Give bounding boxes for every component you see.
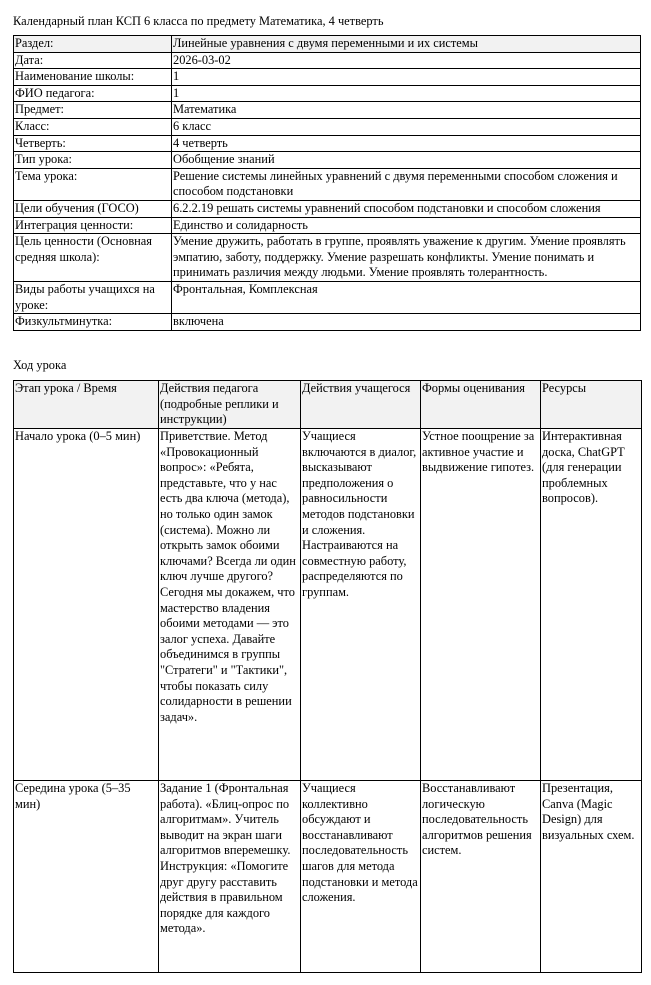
- info-label: Физкультминутка:: [14, 314, 172, 331]
- assessment-cell: Восстанавливают логическую последовательность алгоритмов решения систем.: [421, 781, 541, 973]
- student-actions-cell: Учащиеся включаются в диалог, высказывают предположения о равносильности методов подстановки и сложения. Настраиваются на совместную работу, распределяются по группам.: [301, 429, 421, 781]
- assessment-cell: Устное поощрение за активное участие и выдвижение гипотез.: [421, 429, 541, 781]
- info-value: 6 класс: [172, 118, 641, 135]
- lesson-info-table: [13, 35, 641, 331]
- info-label: ФИО педагога:: [14, 85, 172, 102]
- info-row: [14, 118, 641, 135]
- info-value: Единство и солидарность: [172, 217, 641, 234]
- info-label: Цель ценности (Основная средняя школа):: [14, 234, 172, 282]
- info-row: [14, 314, 641, 331]
- info-row: [14, 152, 641, 169]
- info-label: Предмет:: [14, 102, 172, 119]
- info-row: [14, 102, 641, 119]
- info-row: [14, 52, 641, 69]
- table-row: [14, 429, 642, 781]
- info-value: включена: [172, 314, 641, 331]
- info-value: 2026-03-02: [172, 52, 641, 69]
- teacher-actions-cell: Приветствие. Метод «Провокационный вопрос»: «Ребята, представьте, что у нас есть два ключа (метода), но только один замок (система). Можно ли открыть замок обоими ключами? Всегда ли один ключ лучше другого? Сегодня мы докажем, что мастерство владения обоими методами — это залог успеха. Давайте объединимся в группы "Стратеги" и "Тактики", чтобы показать силу солидарности в решении задач».: [159, 429, 301, 781]
- stage-cell: Начало урока (0–5 мин): [14, 429, 159, 781]
- stage-cell: Середина урока (5–35 мин): [14, 781, 159, 973]
- info-label: Наименование школы:: [14, 69, 172, 86]
- info-row: [14, 85, 641, 102]
- info-label: Интеграция ценности:: [14, 217, 172, 234]
- info-value: Обобщение знаний: [172, 152, 641, 169]
- info-value: Решение системы линейных уравнений с двумя переменными способом сложения и способом подстановки: [172, 168, 641, 200]
- info-label: Дата:: [14, 52, 172, 69]
- info-row: [14, 168, 641, 200]
- resources-cell: Интерактивная доска, ChatGPT (для генерации проблемных вопросов).: [541, 429, 642, 781]
- info-value: Умение дружить, работать в группе, проявлять уважение к другим. Умение проявлять эмпатию, заботу, поддержку. Умение разрешать конфликты. Умение понимать и принимать различия между людьми. Умение проявлять толерантность.: [172, 234, 641, 282]
- info-label: Тема урока:: [14, 168, 172, 200]
- info-row: [14, 200, 641, 217]
- info-row: [14, 234, 641, 282]
- info-row: [14, 135, 641, 152]
- resources-cell: Презентация, Canva (Magic Design) для визуальных схем.: [541, 781, 642, 973]
- course-header-row: [14, 381, 642, 429]
- column-header-assessment: Формы оценивания: [421, 381, 541, 429]
- info-value: Фронтальная, Комплексная: [172, 281, 641, 313]
- column-header-student-actions: Действия учащегося: [301, 381, 421, 429]
- info-row: [14, 217, 641, 234]
- teacher-actions-cell: Задание 1 (Фронтальная работа). «Блиц-опрос по алгоритмам». Учитель выводит на экран шаги алгоритмов вперемешку. Инструкция: «Помогите друг другу расставить действия в правильном порядке для каждого метода».: [159, 781, 301, 973]
- lesson-course-table: [13, 380, 642, 973]
- info-label: Раздел:: [14, 36, 172, 53]
- info-value: 1: [172, 69, 641, 86]
- info-row: [14, 36, 641, 53]
- info-row: [14, 69, 641, 86]
- page-title: Календарный план КСП 6 класса по предмету Математика, 4 четверть: [13, 14, 384, 28]
- info-value: 6.2.2.19 решать системы уравнений способом подстановки и способом сложения: [172, 200, 641, 217]
- info-label: Класс:: [14, 118, 172, 135]
- column-header-resources: Ресурсы: [541, 381, 642, 429]
- info-label: Четверть:: [14, 135, 172, 152]
- info-label: Виды работы учащихся на уроке:: [14, 281, 172, 313]
- info-label: Тип урока:: [14, 152, 172, 169]
- column-header-stage: Этап урока / Время: [14, 381, 159, 429]
- column-header-teacher-actions: Действия педагога (подробные реплики и инструкции): [159, 381, 301, 429]
- student-actions-cell: Учащиеся коллективно обсуждают и восстанавливают последовательность шагов для метода подстановки и метода сложения.: [301, 781, 421, 973]
- info-value: 1: [172, 85, 641, 102]
- info-value: Линейные уравнения с двумя переменными и их системы: [172, 36, 641, 53]
- info-value: Математика: [172, 102, 641, 119]
- lesson-course-heading: Ход урока: [13, 358, 67, 372]
- info-row: [14, 281, 641, 313]
- table-row: [14, 781, 642, 973]
- info-label: Цели обучения (ГОСО): [14, 200, 172, 217]
- info-value: 4 четверть: [172, 135, 641, 152]
